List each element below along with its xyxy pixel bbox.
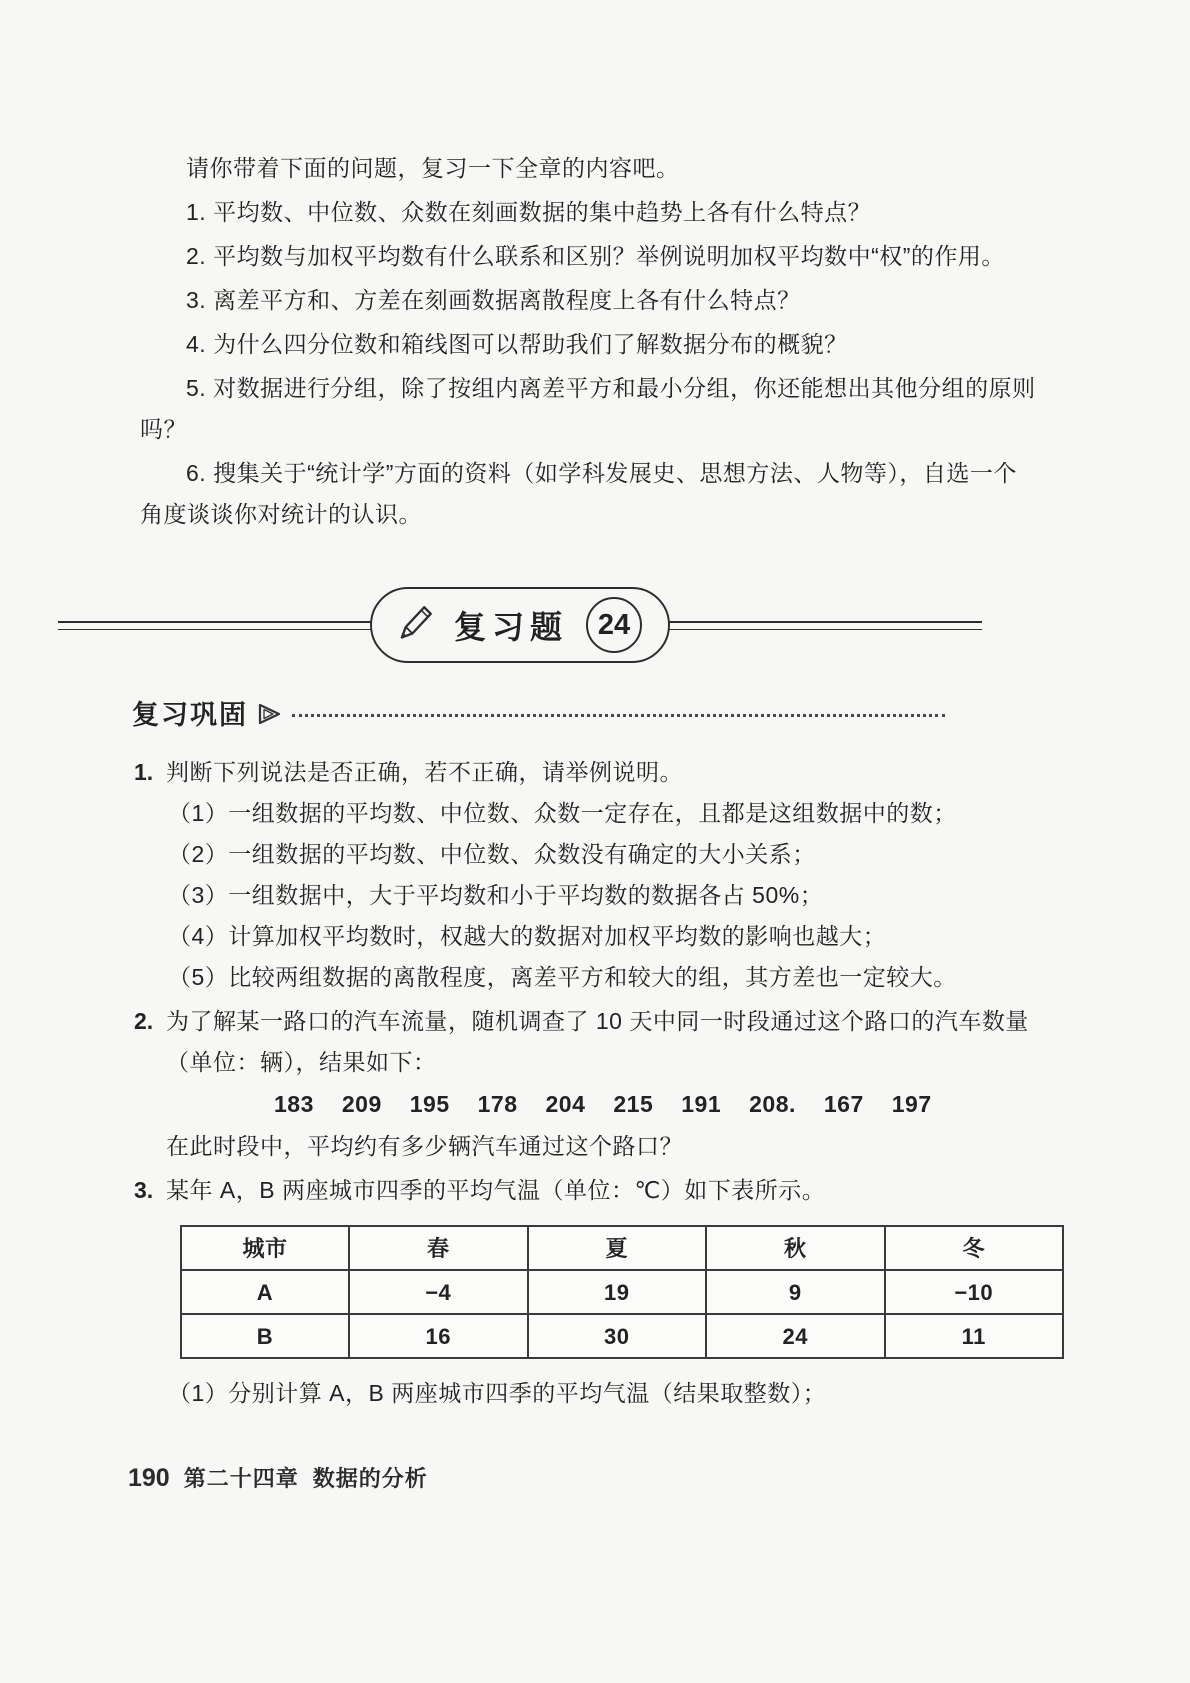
question-text: 平均数与加权平均数有什么联系和区别？举例说明加权平均数中“权”的作用。	[213, 243, 1005, 269]
number-value: 204	[545, 1091, 586, 1117]
page-number: 190	[128, 1464, 170, 1492]
exercise-3	[134, 1170, 1040, 1414]
sub-item	[168, 916, 1040, 957]
exercise-2	[134, 1001, 1040, 1167]
section-title: 复习巩固	[132, 700, 248, 730]
question-item	[140, 280, 1040, 321]
table-header-cell: 夏	[528, 1226, 707, 1270]
dotted-rule	[292, 714, 945, 717]
question-item	[140, 453, 1040, 535]
number-value: 209	[341, 1091, 382, 1117]
question-number: 6.	[186, 460, 207, 486]
sub-question-number: （1）	[168, 1380, 229, 1406]
table-header-cell: 城市	[181, 1226, 349, 1270]
question-item	[140, 236, 1040, 277]
sub-item	[168, 793, 1040, 834]
table-cell: −10	[885, 1270, 1064, 1314]
exercise-body	[166, 752, 1040, 998]
number-value: 167	[823, 1091, 864, 1117]
sub-item-text: 计算加权平均数时，权越大的数据对加权平均数的影响也越大；	[228, 923, 887, 949]
question-item	[140, 192, 1040, 233]
exercise-1	[134, 752, 1040, 998]
table-header-cell: 春	[349, 1226, 528, 1270]
table-header-cell: 秋	[706, 1226, 885, 1270]
question-number: 4.	[186, 331, 207, 357]
table-cell: 11	[885, 1314, 1064, 1358]
data-numbers-row	[274, 1084, 1040, 1125]
intro-paragraph: 请你带着下面的问题，复习一下全章的内容吧。	[186, 155, 680, 181]
sub-item-number: （1）	[168, 800, 229, 826]
sub-item-text: 比较两组数据的离散程度，离差平方和较大的组，其方差也一定较大。	[228, 964, 957, 990]
exercise-number: 2.	[134, 1008, 154, 1034]
sub-item-number: （4）	[168, 923, 229, 949]
review-banner	[58, 587, 982, 663]
exercise-body	[166, 1001, 1040, 1167]
exercise-text: 判断下列说法是否正确，若不正确，请举例说明。	[166, 759, 683, 785]
table-cell: A	[181, 1270, 349, 1314]
table-cell: 19	[528, 1270, 707, 1314]
table-cell: 24	[706, 1314, 885, 1358]
sub-question	[168, 1373, 1064, 1414]
exercise-text: 为了解某一路口的汽车流量，随机调查了 10 天中同一时段通过这个路口的汽车数量（单位：辆），结果如下：	[166, 1008, 1029, 1075]
chapter-label: 第二十四章	[183, 1466, 299, 1491]
sub-question-text: 分别计算 A，B 两座城市四季的平均气温（结果取整数）；	[228, 1380, 827, 1406]
table-cell: 9	[706, 1270, 885, 1314]
question-item	[140, 368, 1040, 450]
number-value: 195	[409, 1091, 450, 1117]
sub-item	[168, 875, 1040, 916]
number-value: 197	[891, 1091, 932, 1117]
number-value: 178	[477, 1091, 518, 1117]
sub-item-number: （2）	[168, 841, 229, 867]
banner-title: 复习题	[454, 609, 569, 645]
question-number: 5.	[186, 375, 207, 401]
chapter-title: 数据的分析	[312, 1466, 428, 1491]
table-header-row	[181, 1226, 1063, 1270]
pencil-icon	[394, 602, 436, 649]
page-footer	[128, 1462, 428, 1493]
exercise-question: 在此时段中，平均约有多少辆汽车通过这个路口？	[166, 1133, 683, 1159]
triangle-icon	[258, 703, 282, 725]
number-value: 215	[613, 1091, 654, 1117]
banner-capsule	[370, 587, 670, 663]
question-number: 3.	[186, 287, 207, 313]
sub-item	[168, 957, 1040, 998]
table-cell: −4	[349, 1270, 528, 1314]
question-number: 2.	[186, 243, 207, 269]
table-cell: 30	[528, 1314, 707, 1358]
banner-right-rule	[668, 621, 982, 630]
exercise-text: 某年 A，B 两座城市四季的平均气温（单位：℃）如下表所示。	[166, 1177, 826, 1203]
question-text: 为什么四分位数和箱线图可以帮助我们了解数据分布的概貌？	[213, 331, 848, 357]
number-value: 191	[681, 1091, 722, 1117]
sub-item-text: 一组数据中，大于平均数和小于平均数的数据各占 50%；	[228, 882, 824, 908]
sub-item-text: 一组数据的平均数、中位数、众数没有确定的大小关系；	[228, 841, 816, 867]
sub-item	[168, 834, 1040, 875]
number-value: 183	[274, 1091, 314, 1117]
banner-number-badge: 24	[586, 597, 642, 653]
sub-item-number: （3）	[168, 882, 229, 908]
question-item	[140, 324, 1040, 365]
exercise-body	[166, 1170, 1064, 1414]
question-text: 离差平方和、方差在刻画数据离散程度上各有什么特点？	[213, 287, 801, 313]
sub-item-number: （5）	[168, 964, 229, 990]
banner-left-rule	[58, 621, 372, 630]
question-text: 平均数、中位数、众数在刻画数据的集中趋势上各有什么特点？	[213, 199, 872, 225]
table-header-cell: 冬	[885, 1226, 1064, 1270]
table-cell: 16	[349, 1314, 528, 1358]
question-number: 1.	[186, 199, 207, 225]
temperature-table	[180, 1225, 1064, 1359]
question-text: 搜集关于“统计学”方面的资料（如学科发展史、思想方法、人物等），自选一个角度谈谈你对统计的认识。	[140, 460, 1017, 527]
exercise-number: 3.	[134, 1177, 154, 1203]
question-text: 对数据进行分组，除了按组内离差平方和最小分组，你还能想出其他分组的原则吗？	[140, 375, 1036, 442]
sub-item-text: 一组数据的平均数、中位数、众数一定存在，且都是这组数据中的数；	[228, 800, 957, 826]
section-header	[132, 693, 945, 732]
number-value: 208.	[749, 1091, 796, 1117]
table-row	[181, 1314, 1063, 1358]
exercise-number: 1.	[134, 759, 154, 785]
table-row	[181, 1270, 1063, 1314]
table-cell: B	[181, 1314, 349, 1358]
